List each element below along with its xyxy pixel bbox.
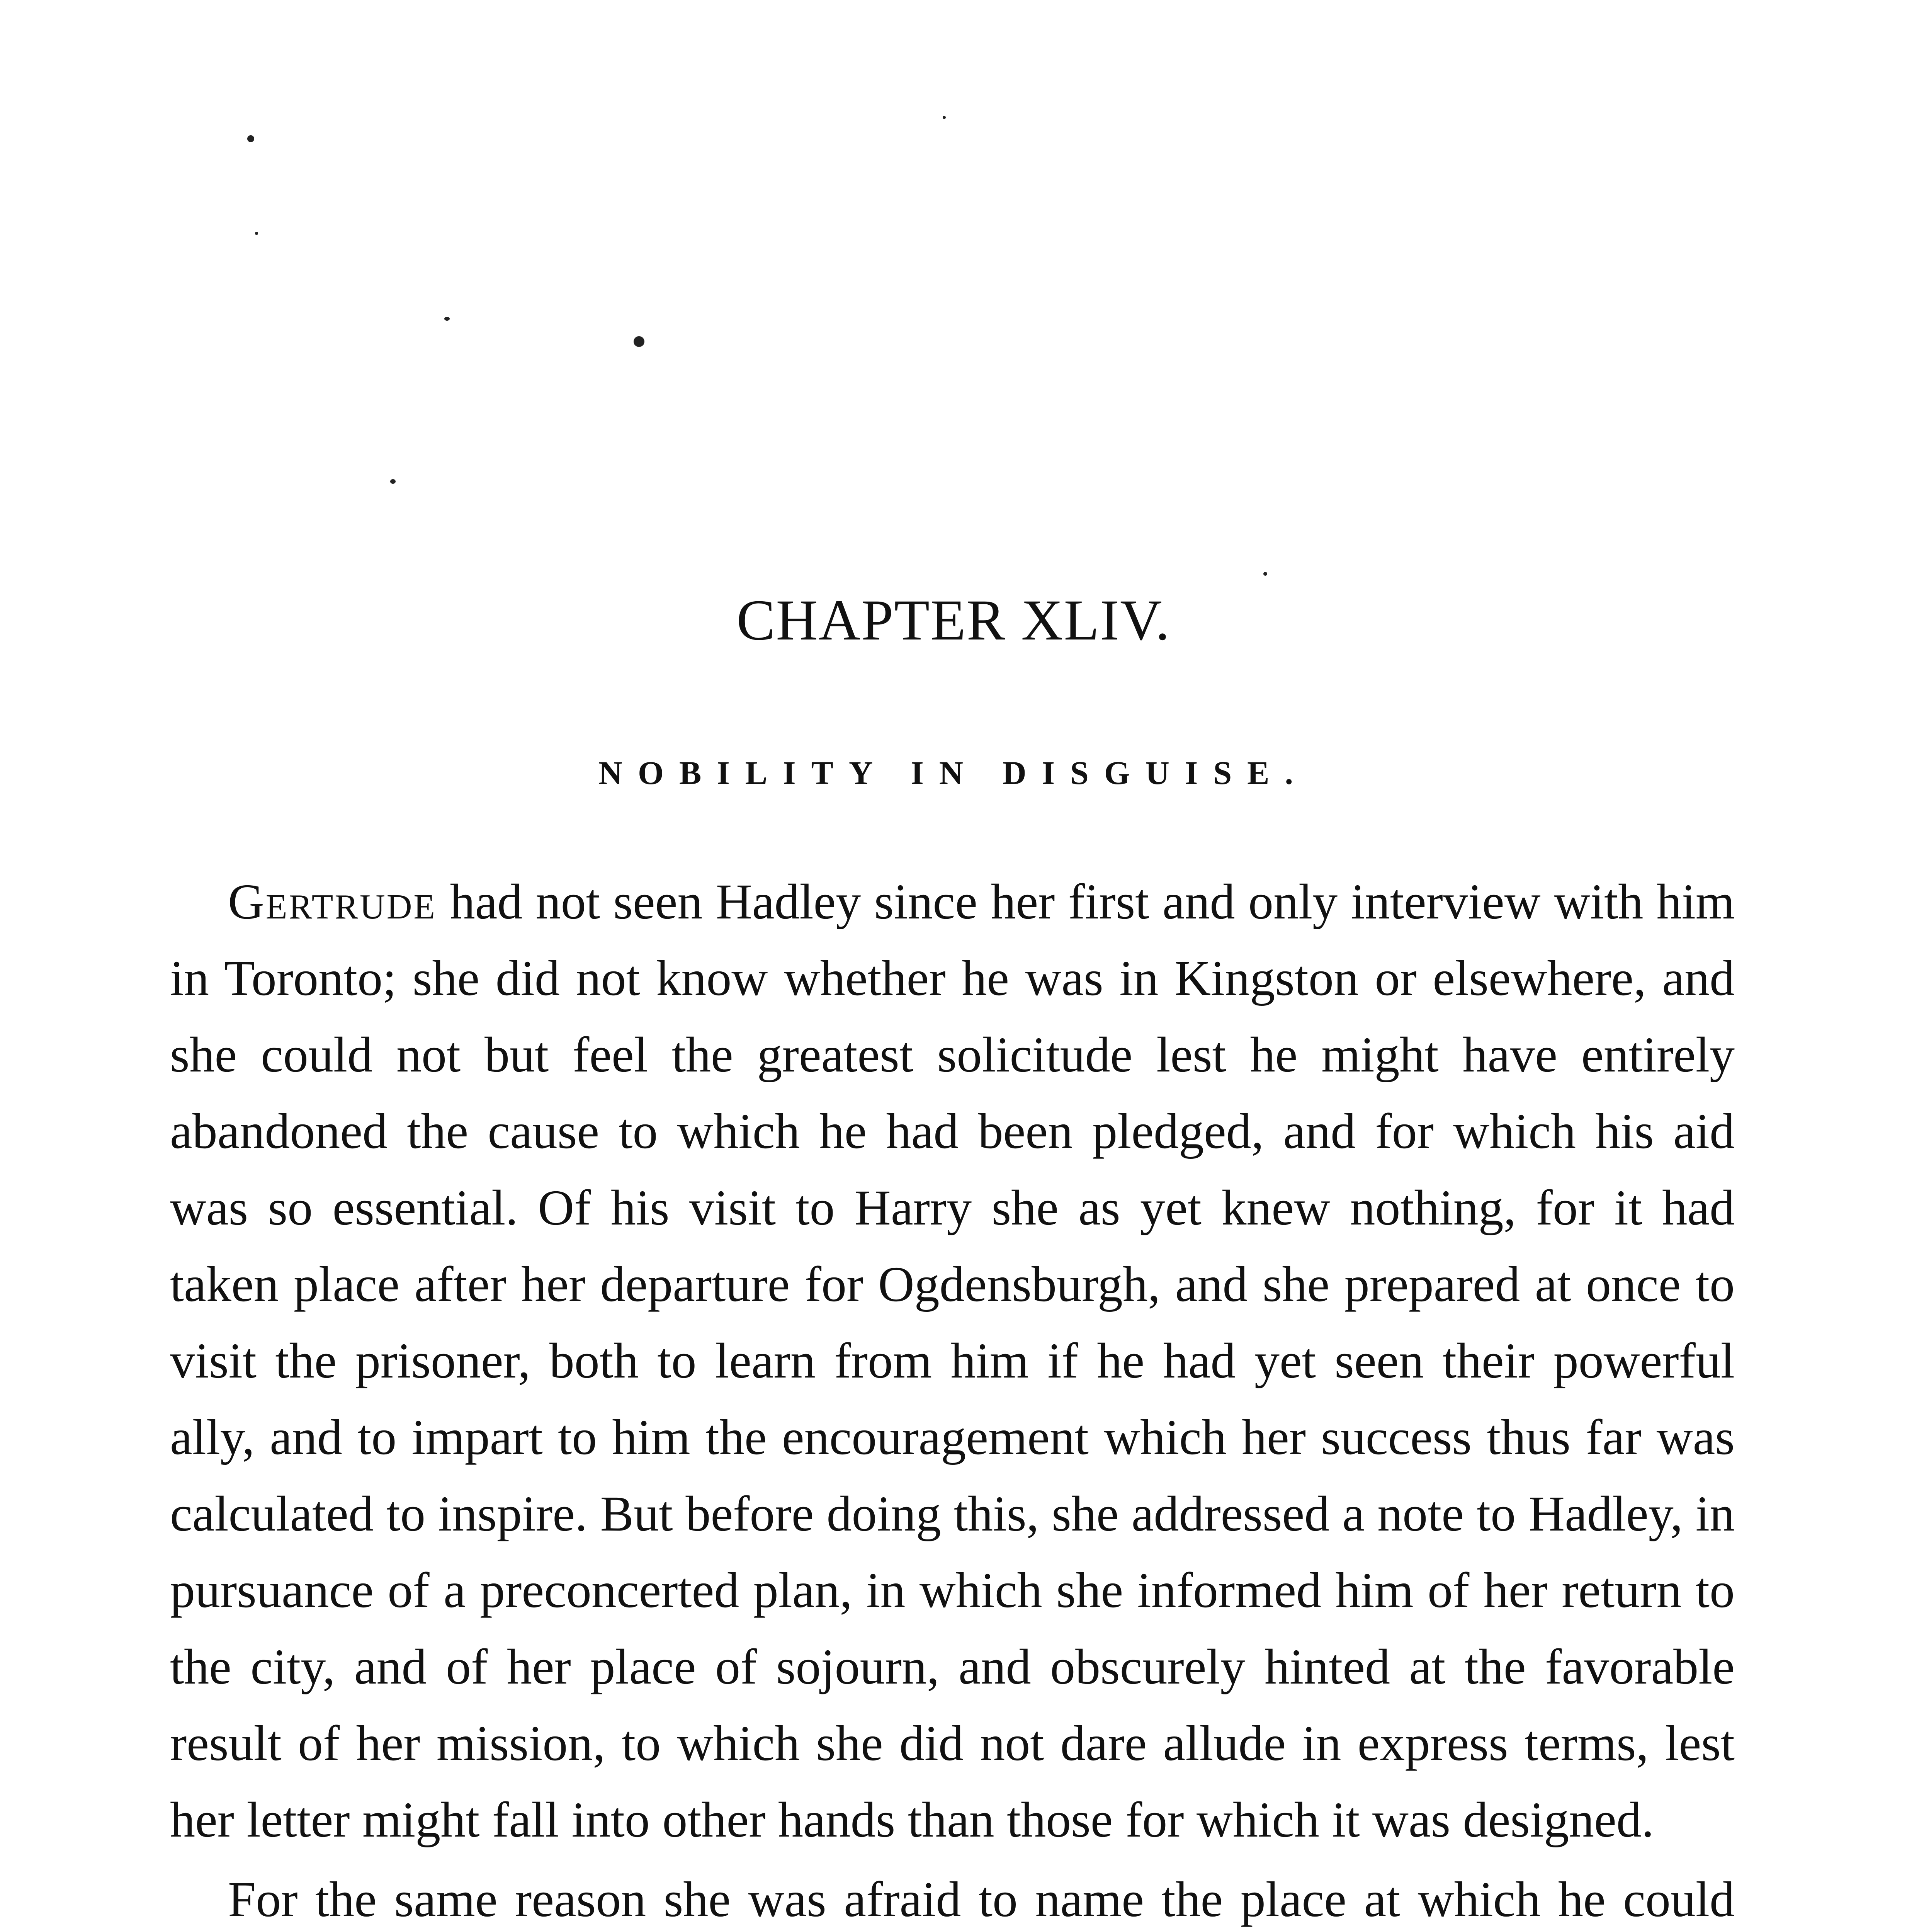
speck xyxy=(390,479,396,484)
dropcap-word: Gertrude xyxy=(228,874,437,930)
chapter-subtitle: NOBILITY IN DISGUISE. xyxy=(598,754,1309,791)
speck xyxy=(255,232,258,235)
body-text xyxy=(170,864,1735,1932)
paragraph xyxy=(170,864,1735,1858)
paragraph: For the same reason she was afraid to name the place at which he could xyxy=(228,1872,1735,1927)
speck xyxy=(943,116,946,119)
speck xyxy=(444,317,450,321)
paragraph-text: had not seen Hadley since her first and only interview with him in Toronto; she did not know whether he was in Kingston or elsewhere, and she could not but feel the greatest solicitude lest he might have entirely abandoned the cause to which he had been pledged, and for which his aid was so essential. Of his visit to Harry she as yet knew nothing, for it had taken place after her departure for Ogdensburgh, and she prepared at once to visit the prisoner, both to learn from him if he had yet seen their powerful ally, and to impart to him the encouragement which her success thus far was calculated to inspire. But before doing this, she addressed a note to Hadley, in pursuance of a preconcerted plan, in which she informed him of her return to the city, and of her place of sojourn, and obscurely hinted at the favorable result of her mission, to which she did not dare allude in express terms, lest her letter might fall into other hands than those for which it was designed. xyxy=(170,874,1735,1848)
chapter-title: CHAPTER XLIV. xyxy=(736,588,1171,652)
speck xyxy=(1263,572,1267,576)
speck xyxy=(634,336,644,347)
speck xyxy=(247,135,254,142)
